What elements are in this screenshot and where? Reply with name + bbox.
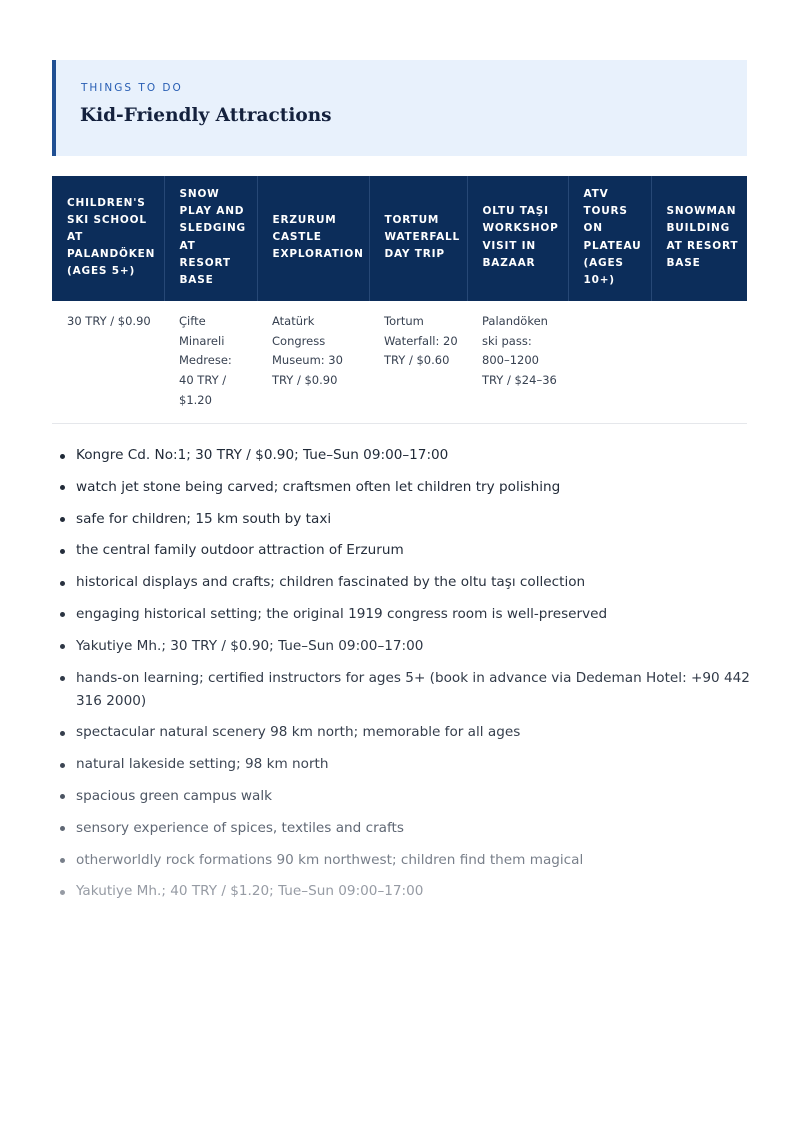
- table-row: [52, 301, 747, 423]
- column-header-snowman: SNOWMAN BUILDING AT RESORT BASE: [651, 176, 747, 301]
- list-item: Kongre Cd. No:1; 30 TRY / $0.90; Tue–Sun 09:00–17:00: [52, 444, 752, 467]
- attractions-table: [52, 176, 747, 424]
- column-header-snow-play: SNOW PLAY AND SLEDGING AT RESORT BASE: [164, 176, 257, 301]
- table-header-row: [52, 176, 747, 301]
- list-item: hands-on learning; certified instructors for ages 5+ (book in advance via Dedeman Hotel: +90 442 316 2000): [52, 667, 752, 713]
- table-cell: Çifte Minareli Medrese: 40 TRY / $1.20: [164, 301, 257, 423]
- table-cell: Palandöken ski pass: 800–1200 TRY / $24–36: [467, 301, 568, 423]
- table-cell: Tortum Waterfall: 20 TRY / $0.60: [369, 301, 467, 423]
- section-header: [52, 60, 747, 156]
- list-item: spacious green campus walk: [52, 785, 752, 808]
- column-header-castle: ERZURUM CASTLE EXPLORATION: [257, 176, 369, 301]
- table-cell: [568, 301, 651, 423]
- page-title: Kid-Friendly Attractions: [80, 105, 332, 126]
- column-header-oltu-workshop: OLTU TAŞI WORKSHOP VISIT IN BAZAAR: [467, 176, 568, 301]
- column-header-ski-school: CHILDREN'S SKI SCHOOL AT PALANDÖKEN (AGES 5+): [52, 176, 164, 301]
- column-header-waterfall: TORTUM WATERFALL DAY TRIP: [369, 176, 467, 301]
- list-item: natural lakeside setting; 98 km north: [52, 753, 752, 776]
- notes-list: [52, 444, 752, 912]
- list-item: sensory experience of spices, textiles and crafts: [52, 817, 752, 840]
- list-item: safe for children; 15 km south by taxi: [52, 508, 752, 531]
- section-eyebrow: THINGS TO DO: [81, 82, 183, 94]
- table-cell: 30 TRY / $0.90: [52, 301, 164, 423]
- list-item: Yakutiye Mh.; 40 TRY / $1.20; Tue–Sun 09:00–17:00: [52, 880, 752, 903]
- list-item: spectacular natural scenery 98 km north; memorable for all ages: [52, 721, 752, 744]
- list-item: Yakutiye Mh.; 30 TRY / $0.90; Tue–Sun 09:00–17:00: [52, 635, 752, 658]
- list-item: otherworldly rock formations 90 km northwest; children find them magical: [52, 849, 752, 872]
- list-item: the central family outdoor attraction of Erzurum: [52, 539, 752, 562]
- column-header-atv-tours: ATV TOURS ON PLATEAU (AGES 10+): [568, 176, 651, 301]
- list-item: historical displays and crafts; children fascinated by the oltu taşı collection: [52, 571, 752, 594]
- list-item: watch jet stone being carved; craftsmen often let children try polishing: [52, 476, 752, 499]
- table-cell: Atatürk Congress Museum: 30 TRY / $0.90: [257, 301, 369, 423]
- table-cell: [651, 301, 747, 423]
- list-item: engaging historical setting; the original 1919 congress room is well-preserved: [52, 603, 752, 626]
